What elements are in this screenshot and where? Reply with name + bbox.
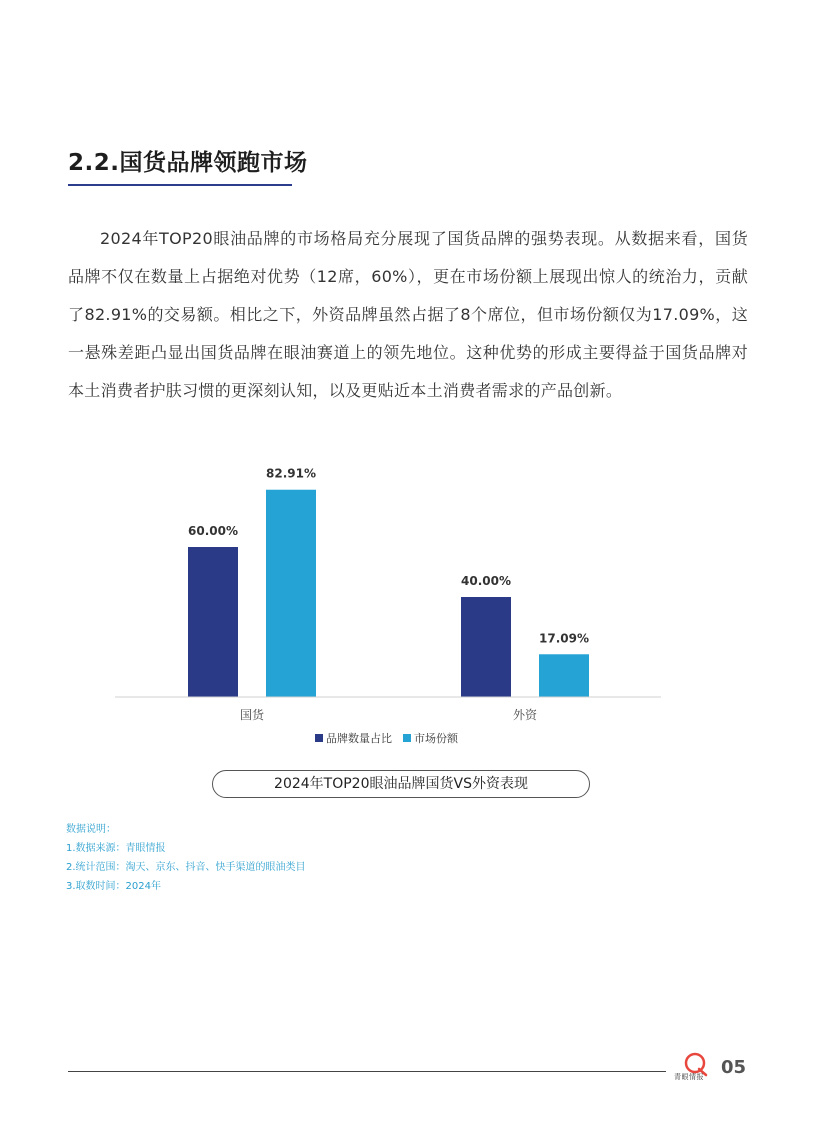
data-label: 60.00% [188, 524, 238, 538]
bar-国货-市场份额 [266, 490, 316, 697]
data-label: 17.09% [539, 631, 589, 646]
notes-item-source: 1.数据来源：青眼情报 [66, 843, 166, 854]
legend-label: 市场份额 [414, 732, 458, 745]
body-paragraph: 2024年TOP20眼油品牌的市场格局充分展现了国货品牌的强势表现。从数据来看，国货品牌不仅在数量上占据绝对优势（12席，60%），更在市场份额上展现出惊人的统治力，贡献了82.91%的交易额。相比之下，外资品牌虽然占据了8个席位，但市场份额仅为17.09%，这一悬殊差距凸显出国货品牌在眼油赛道上的领先地位。这种优势的形成主要得益于国货品牌对本土消费者护肤习惯的更深刻认知，以及更贴近本土消费者需求的产品创新。 [68, 229, 748, 400]
x-tick-label: 国货 [239, 708, 265, 722]
bar-chart [0, 440, 816, 760]
logo-text: 青眼情报 [674, 1073, 704, 1081]
bars-group [188, 467, 589, 697]
notes-item-scope: 2.统计范围：淘天、京东、抖音、快手渠道的眼油类目 [66, 862, 306, 873]
page-number: 05 [721, 1057, 747, 1078]
section-heading: 2.2.国货品牌领跑市场 [68, 150, 308, 176]
chart-caption: 2024年TOP20眼油品牌国货VS外资表现 [212, 770, 590, 798]
bar-外资-品牌数量占比 [461, 597, 511, 697]
legend-swatch [315, 734, 323, 742]
legend-group [315, 731, 459, 745]
heading-underline [68, 184, 292, 186]
footer-divider [68, 1071, 666, 1072]
x-tick-label: 外资 [512, 708, 538, 722]
legend-label: 品牌数量占比 [326, 732, 392, 745]
x-labels-group [240, 707, 538, 722]
legend-swatch [403, 734, 411, 742]
data-notes [66, 820, 306, 896]
bar-外资-市场份额 [539, 654, 589, 697]
data-label: 40.00% [461, 574, 511, 588]
data-label: 82.91% [266, 466, 316, 481]
bar-国货-品牌数量占比 [188, 547, 238, 697]
notes-title: 数据说明： [66, 824, 116, 835]
notes-item-time: 3.取数时间：2024年 [66, 881, 161, 892]
